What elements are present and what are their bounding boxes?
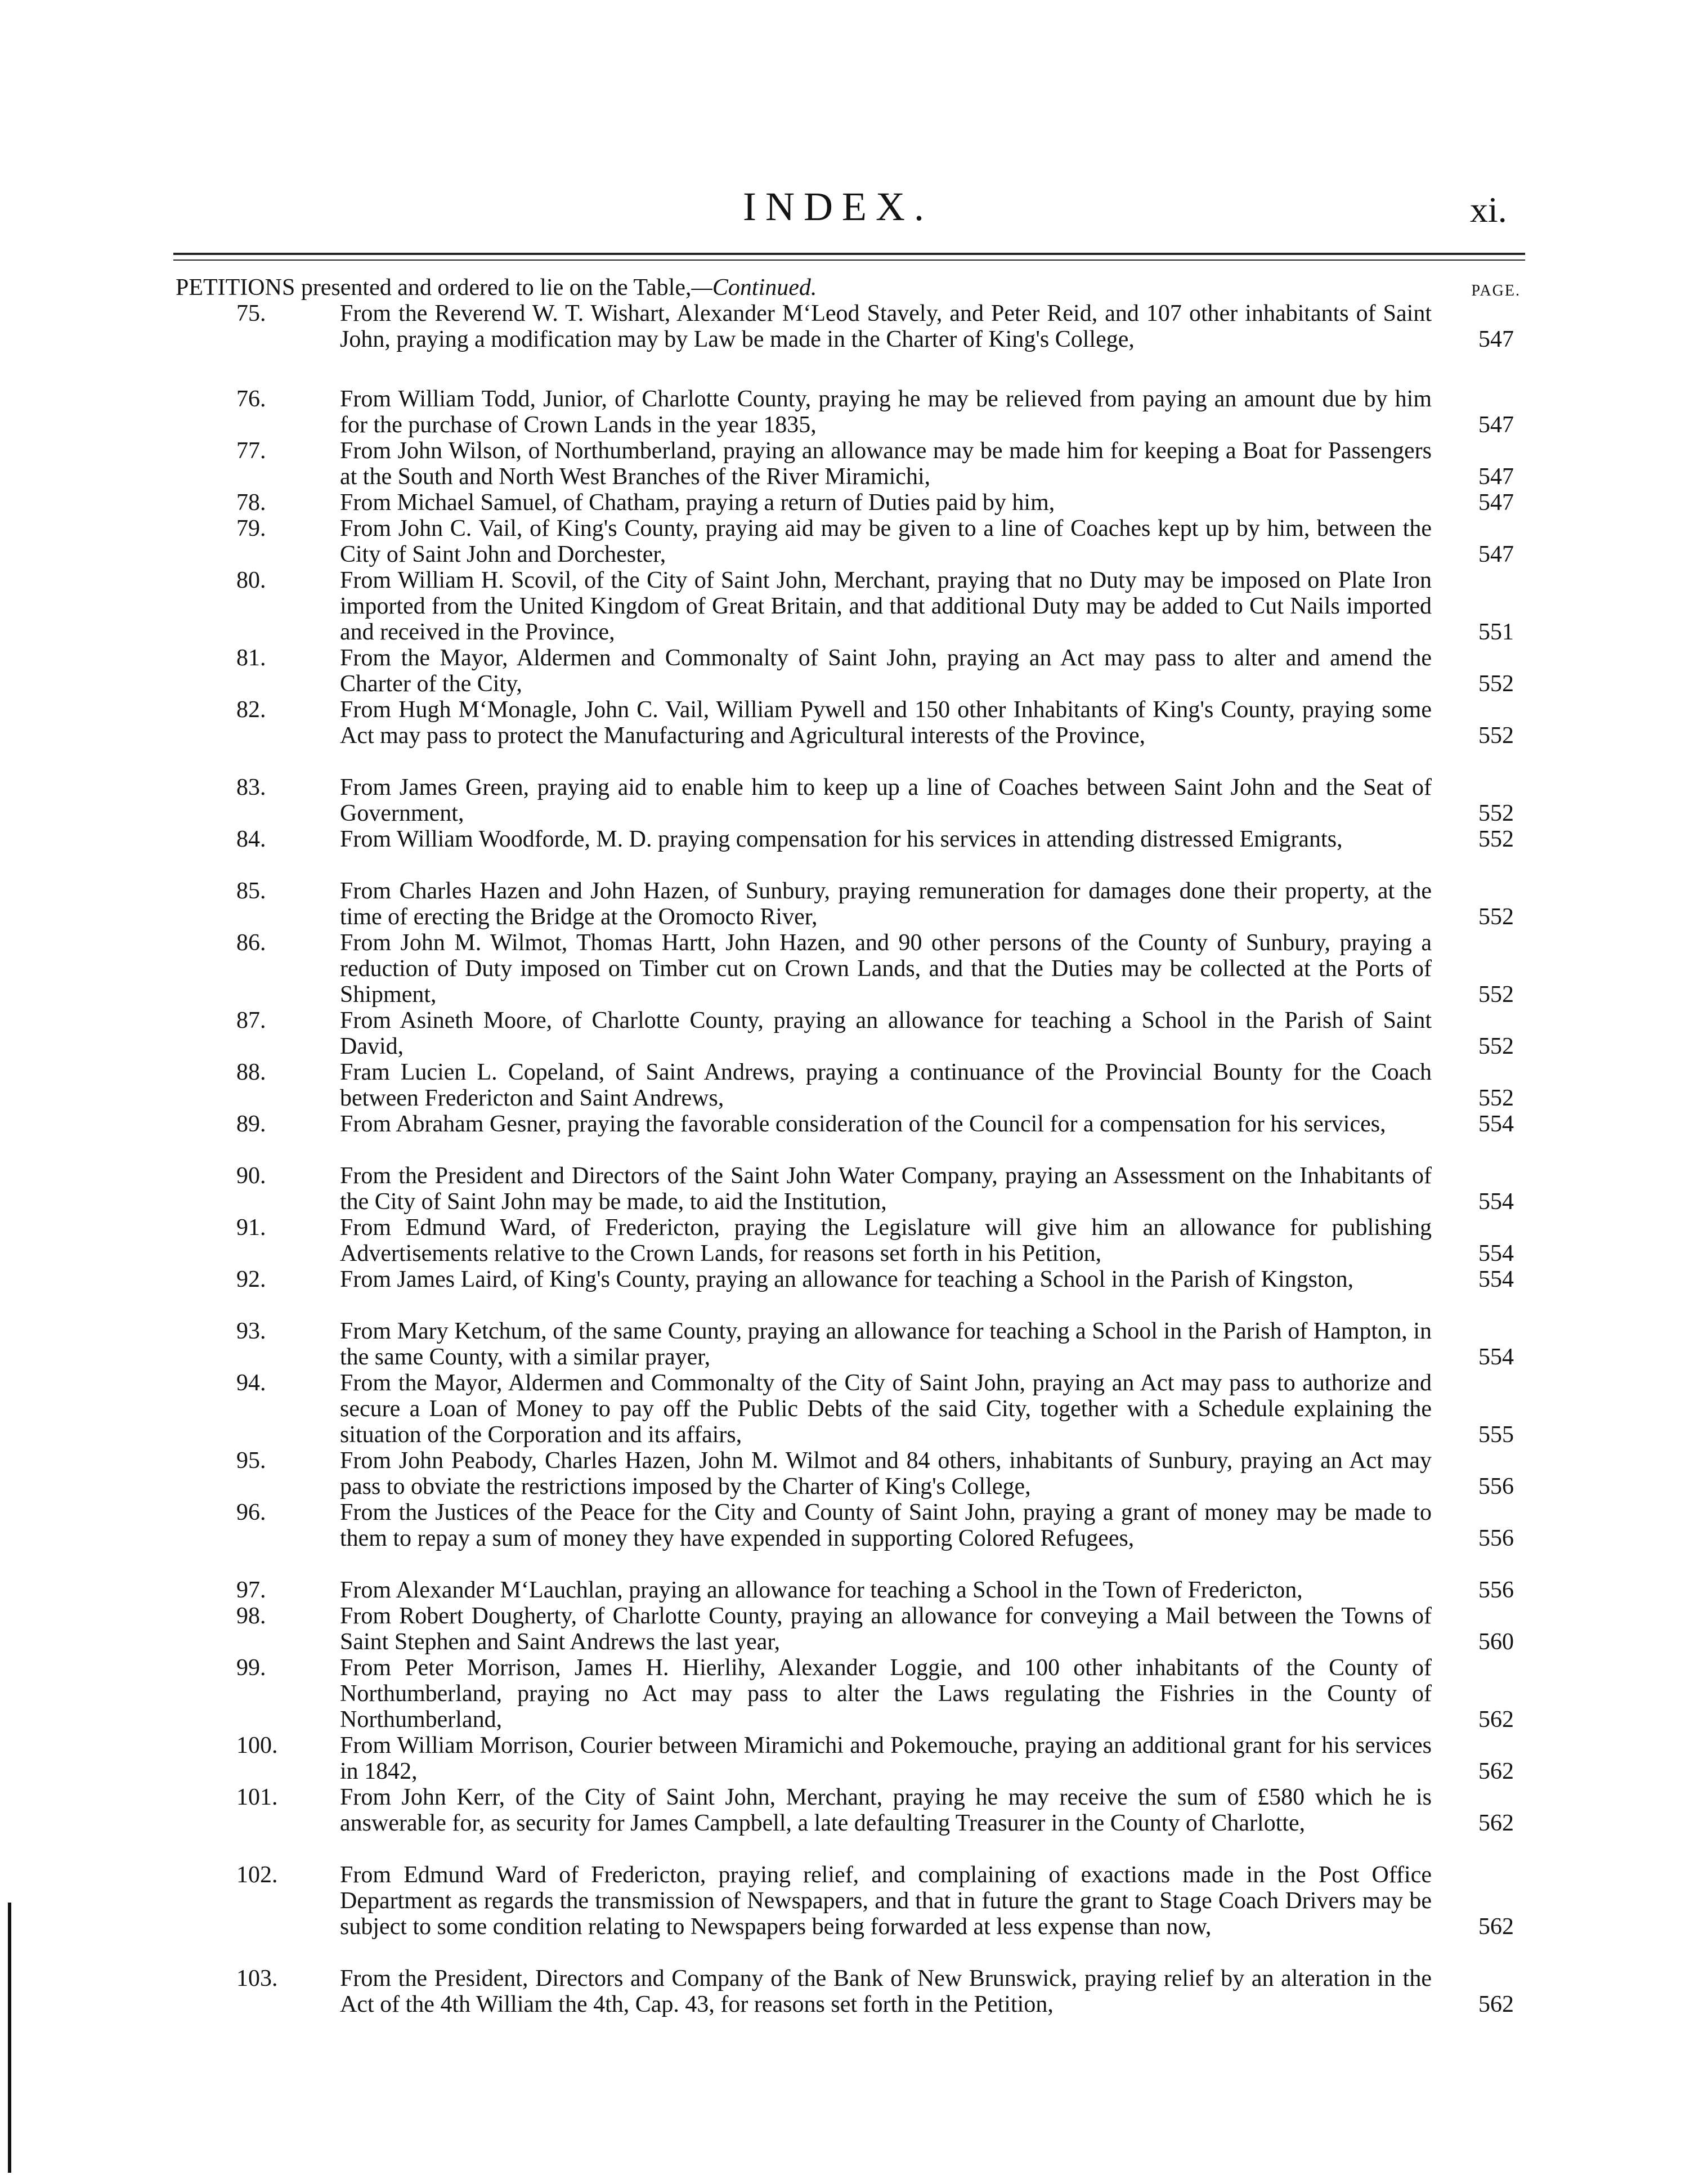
entry-text: From John C. Vail, of King's County, praying aid may be given to a line of Coaches kept up by him, between the City of Saint John and Dorchester, [340, 516, 1432, 567]
entry-page: 554 [1478, 1241, 1514, 1266]
entry-page: 547 [1478, 541, 1514, 567]
entry-page: 556 [1478, 1525, 1514, 1551]
entry-text: From the Mayor, Aldermen and Commonalty of the City of Saint John, praying an Act may pass to authorize and secure a Loan of Money to pay off the Public Debts of the said City, together with a Schedule explaining the situation of the Corporation and its affairs, [340, 1370, 1432, 1448]
entry-page: 562 [1478, 1810, 1514, 1836]
index-entry [0, 567, 1708, 645]
page-title: INDEX. [743, 184, 933, 229]
index-entry [0, 1655, 1708, 1733]
entry-number: 81. [236, 645, 266, 671]
entry-page: 554 [1478, 1344, 1514, 1370]
index-entry [0, 645, 1708, 697]
entry-number: 100. [236, 1733, 278, 1758]
entry-number: 82. [236, 697, 266, 723]
entry-number: 91. [236, 1215, 266, 1241]
index-entry [0, 301, 1708, 352]
entry-number: 102. [236, 1862, 278, 1888]
index-entry [0, 1966, 1708, 2017]
entry-page: 555 [1478, 1422, 1514, 1448]
index-entry [0, 1448, 1708, 1500]
entry-page: 554 [1478, 1266, 1514, 1292]
entry-page: 562 [1478, 1914, 1514, 1940]
entry-number: 98. [236, 1603, 266, 1629]
entry-text: From John M. Wilmot, Thomas Hartt, John Hazen, and 90 other persons of the County of Sunbury, praying a reduction of Duty imposed on Timber cut on Crown Lands, and that the Duties may be collected at the Ports of Shipment, [340, 930, 1432, 1008]
index-entry [0, 775, 1708, 826]
entry-page: 554 [1478, 1111, 1514, 1137]
entry-page: 562 [1478, 1991, 1514, 2017]
index-entry [0, 516, 1708, 567]
entry-text: From James Green, praying aid to enable him to keep up a line of Coaches between Saint John and the Seat of Government, [340, 775, 1432, 826]
entry-number: 86. [236, 930, 266, 956]
index-entry [0, 490, 1708, 516]
entry-number: 75. [236, 301, 266, 326]
entry-text: From Alexander M‘Lauchlan, praying an allowance for teaching a School in the Town of Fredericton, [340, 1577, 1303, 1603]
entry-page: 560 [1478, 1629, 1514, 1655]
entry-text: From the President and Directors of the Saint John Water Company, praying an Assessment on the Inhabitants of the City of Saint John may be made, to aid the Institution, [340, 1163, 1432, 1215]
header-rule-thin [173, 259, 1525, 261]
index-entry [0, 1500, 1708, 1551]
entry-number: 94. [236, 1370, 266, 1396]
index-entry [0, 1008, 1708, 1059]
entry-number: 78. [236, 490, 266, 516]
margin-mark [8, 1903, 11, 2173]
entry-text: From John Peabody, Charles Hazen, John M. Wilmot and 84 others, inhabitants of Sunbury, praying an Act may pass to obviate the restrictions imposed by the Charter of King's College, [340, 1448, 1432, 1500]
index-entry [0, 1577, 1708, 1603]
entry-page: 552 [1478, 800, 1514, 826]
entry-text: From James Laird, of King's County, praying an allowance for teaching a School in the Parish of Kingston, [340, 1266, 1354, 1292]
index-entry [0, 826, 1708, 852]
entry-text: From Abraham Gesner, praying the favorable consideration of the Council for a compensation for his services, [340, 1111, 1386, 1137]
entry-number: 97. [236, 1577, 266, 1603]
entry-text: From Mary Ketchum, of the same County, praying an allowance for teaching a School in the Parish of Hampton, in the same County, with a similar prayer, [340, 1318, 1432, 1370]
index-entry [0, 1370, 1708, 1448]
entry-text: From John Kerr, of the City of Saint John, Merchant, praying he may receive the sum of £580 which he is answerable for, as security for James Campbell, a late defaulting Treasurer in the County of Charlotte, [340, 1784, 1432, 1836]
entry-page: 552 [1478, 826, 1514, 852]
section-continued: —Continued. [691, 275, 817, 301]
entry-number: 99. [236, 1655, 266, 1681]
entry-number: 103. [236, 1966, 278, 1991]
entry-text: From Edmund Ward, of Fredericton, praying the Legislature will give him an allowance for publishing Advertisements relative to the Crown Lands, for reasons set forth in his Petition, [340, 1215, 1432, 1266]
index-entry [0, 1862, 1708, 1940]
entry-text: From the President, Directors and Company of the Bank of New Brunswick, praying relief by an alteration in the Act of the 4th William the 4th, Cap. 43, for reasons set forth in the Petition, [340, 1966, 1432, 2017]
entry-text: From William Woodforde, M. D. praying compensation for his services in attending distressed Emigrants, [340, 826, 1343, 852]
entry-page: 547 [1478, 326, 1514, 352]
entry-text: From the Reverend W. T. Wishart, Alexander M‘Leod Stavely, and Peter Reid, and 107 other inhabitants of Saint John, praying a modification may by Law be made in the Charter of King's College, [340, 301, 1432, 352]
section-heading [176, 275, 1521, 301]
entry-page: 552 [1478, 723, 1514, 749]
entry-page: 552 [1478, 904, 1514, 930]
entry-number: 84. [236, 826, 266, 852]
entry-text: From Charles Hazen and John Hazen, of Sunbury, praying remuneration for damages done their property, at the time of erecting the Bridge at the Oromocto River, [340, 878, 1432, 930]
index-entry [0, 438, 1708, 490]
index-entry [0, 1111, 1708, 1137]
entry-number: 95. [236, 1448, 266, 1474]
index-entry [0, 1215, 1708, 1266]
index-entry [0, 1603, 1708, 1655]
entry-text: From Asineth Moore, of Charlotte County, praying an allowance for teaching a School in the Parish of Saint David, [340, 1008, 1432, 1059]
entry-number: 92. [236, 1266, 266, 1292]
entry-page: 547 [1478, 490, 1514, 516]
entry-text: From Robert Dougherty, of Charlotte County, praying an allowance for conveying a Mail between the Towns of Saint Stephen and Saint Andrews the last year, [340, 1603, 1432, 1655]
entry-number: 89. [236, 1111, 266, 1137]
entry-number: 85. [236, 878, 266, 904]
entry-text: From the Mayor, Aldermen and Commonalty of Saint John, praying an Act may pass to alter and amend the Charter of the City, [340, 645, 1432, 697]
entry-number: 79. [236, 516, 266, 541]
entry-page: 552 [1478, 671, 1514, 697]
entry-text: From John Wilson, of Northumberland, praying an allowance may be made him for keeping a Boat for Passengers at the South and North West Branches of the River Miramichi, [340, 438, 1432, 490]
entry-page: 551 [1478, 619, 1514, 645]
section-title: PETITIONS presented and ordered to lie on the Table, [176, 275, 692, 301]
entry-text: From Hugh M‘Monagle, John C. Vail, William Pywell and 150 other Inhabitants of King's County, praying some Act may pass to protect the Manufacturing and Agricultural interests of the Province, [340, 697, 1432, 749]
index-entry [0, 386, 1708, 438]
entry-number: 93. [236, 1318, 266, 1344]
entry-page: 552 [1478, 1033, 1514, 1059]
entry-text: From William H. Scovil, of the City of Saint John, Merchant, praying that no Duty may be imposed on Plate Iron imported from the United Kingdom of Great Britain, and that additional Duty may be added to Cut Nails imported and received in the Province, [340, 567, 1432, 645]
entry-text: Fram Lucien L. Copeland, of Saint Andrews, praying a continuance of the Provincial Bounty for the Coach between Fredericton and Saint Andrews, [340, 1059, 1432, 1111]
page-number: xi. [1470, 190, 1507, 230]
entry-text: From Michael Samuel, of Chatham, praying a return of Duties paid by him, [340, 490, 1055, 516]
entry-text: From Edmund Ward of Fredericton, praying relief, and complaining of exactions made in the Post Office Department as regards the transmission of Newspapers, and that in future the grant to Stage Coach Drivers may be subject to some condition relating to Newspapers being forwarded at less expense than now, [340, 1862, 1432, 1940]
entry-number: 101. [236, 1784, 278, 1810]
entry-page: 562 [1478, 1758, 1514, 1784]
index-entry [0, 1163, 1708, 1215]
entry-page: 556 [1478, 1474, 1514, 1500]
entry-page: 556 [1478, 1577, 1514, 1603]
entry-number: 87. [236, 1008, 266, 1033]
index-entry [0, 1784, 1708, 1836]
index-entry [0, 697, 1708, 749]
entry-page: 552 [1478, 1085, 1514, 1111]
entry-text: From William Morrison, Courier between Miramichi and Pokemouche, praying an additional grant for his services in 1842, [340, 1733, 1432, 1784]
entry-number: 80. [236, 567, 266, 593]
index-entry [0, 878, 1708, 930]
entry-number: 90. [236, 1163, 266, 1189]
index-entry [0, 1733, 1708, 1784]
entry-page: 554 [1478, 1189, 1514, 1215]
entry-page: 552 [1478, 982, 1514, 1008]
index-entry [0, 1266, 1708, 1292]
entry-text: From William Todd, Junior, of Charlotte County, praying he may be relieved from paying an amount due by him for the purchase of Crown Lands in the year 1835, [340, 386, 1432, 438]
entry-number: 96. [236, 1500, 266, 1525]
entry-text: From the Justices of the Peace for the City and County of Saint John, praying a grant of money may be made to them to repay a sum of money they have expended in supporting Colored Refugees, [340, 1500, 1432, 1551]
page-column-label: PAGE. [1471, 282, 1521, 299]
entry-page: 547 [1478, 464, 1514, 490]
entry-number: 76. [236, 386, 266, 412]
entry-text: From Peter Morrison, James H. Hierlihy, Alexander Loggie, and 100 other inhabitants of the County of Northumberland, praying no Act may pass to alter the Laws regulating the Fishries in the County of Northumberland, [340, 1655, 1432, 1733]
index-entry [0, 1318, 1708, 1370]
header-rule [173, 253, 1525, 255]
entry-page: 562 [1478, 1707, 1514, 1733]
index-entry [0, 930, 1708, 1008]
entry-page: 547 [1478, 412, 1514, 438]
entry-number: 77. [236, 438, 266, 464]
index-entry [0, 1059, 1708, 1111]
entry-number: 88. [236, 1059, 266, 1085]
entry-number: 83. [236, 775, 266, 800]
